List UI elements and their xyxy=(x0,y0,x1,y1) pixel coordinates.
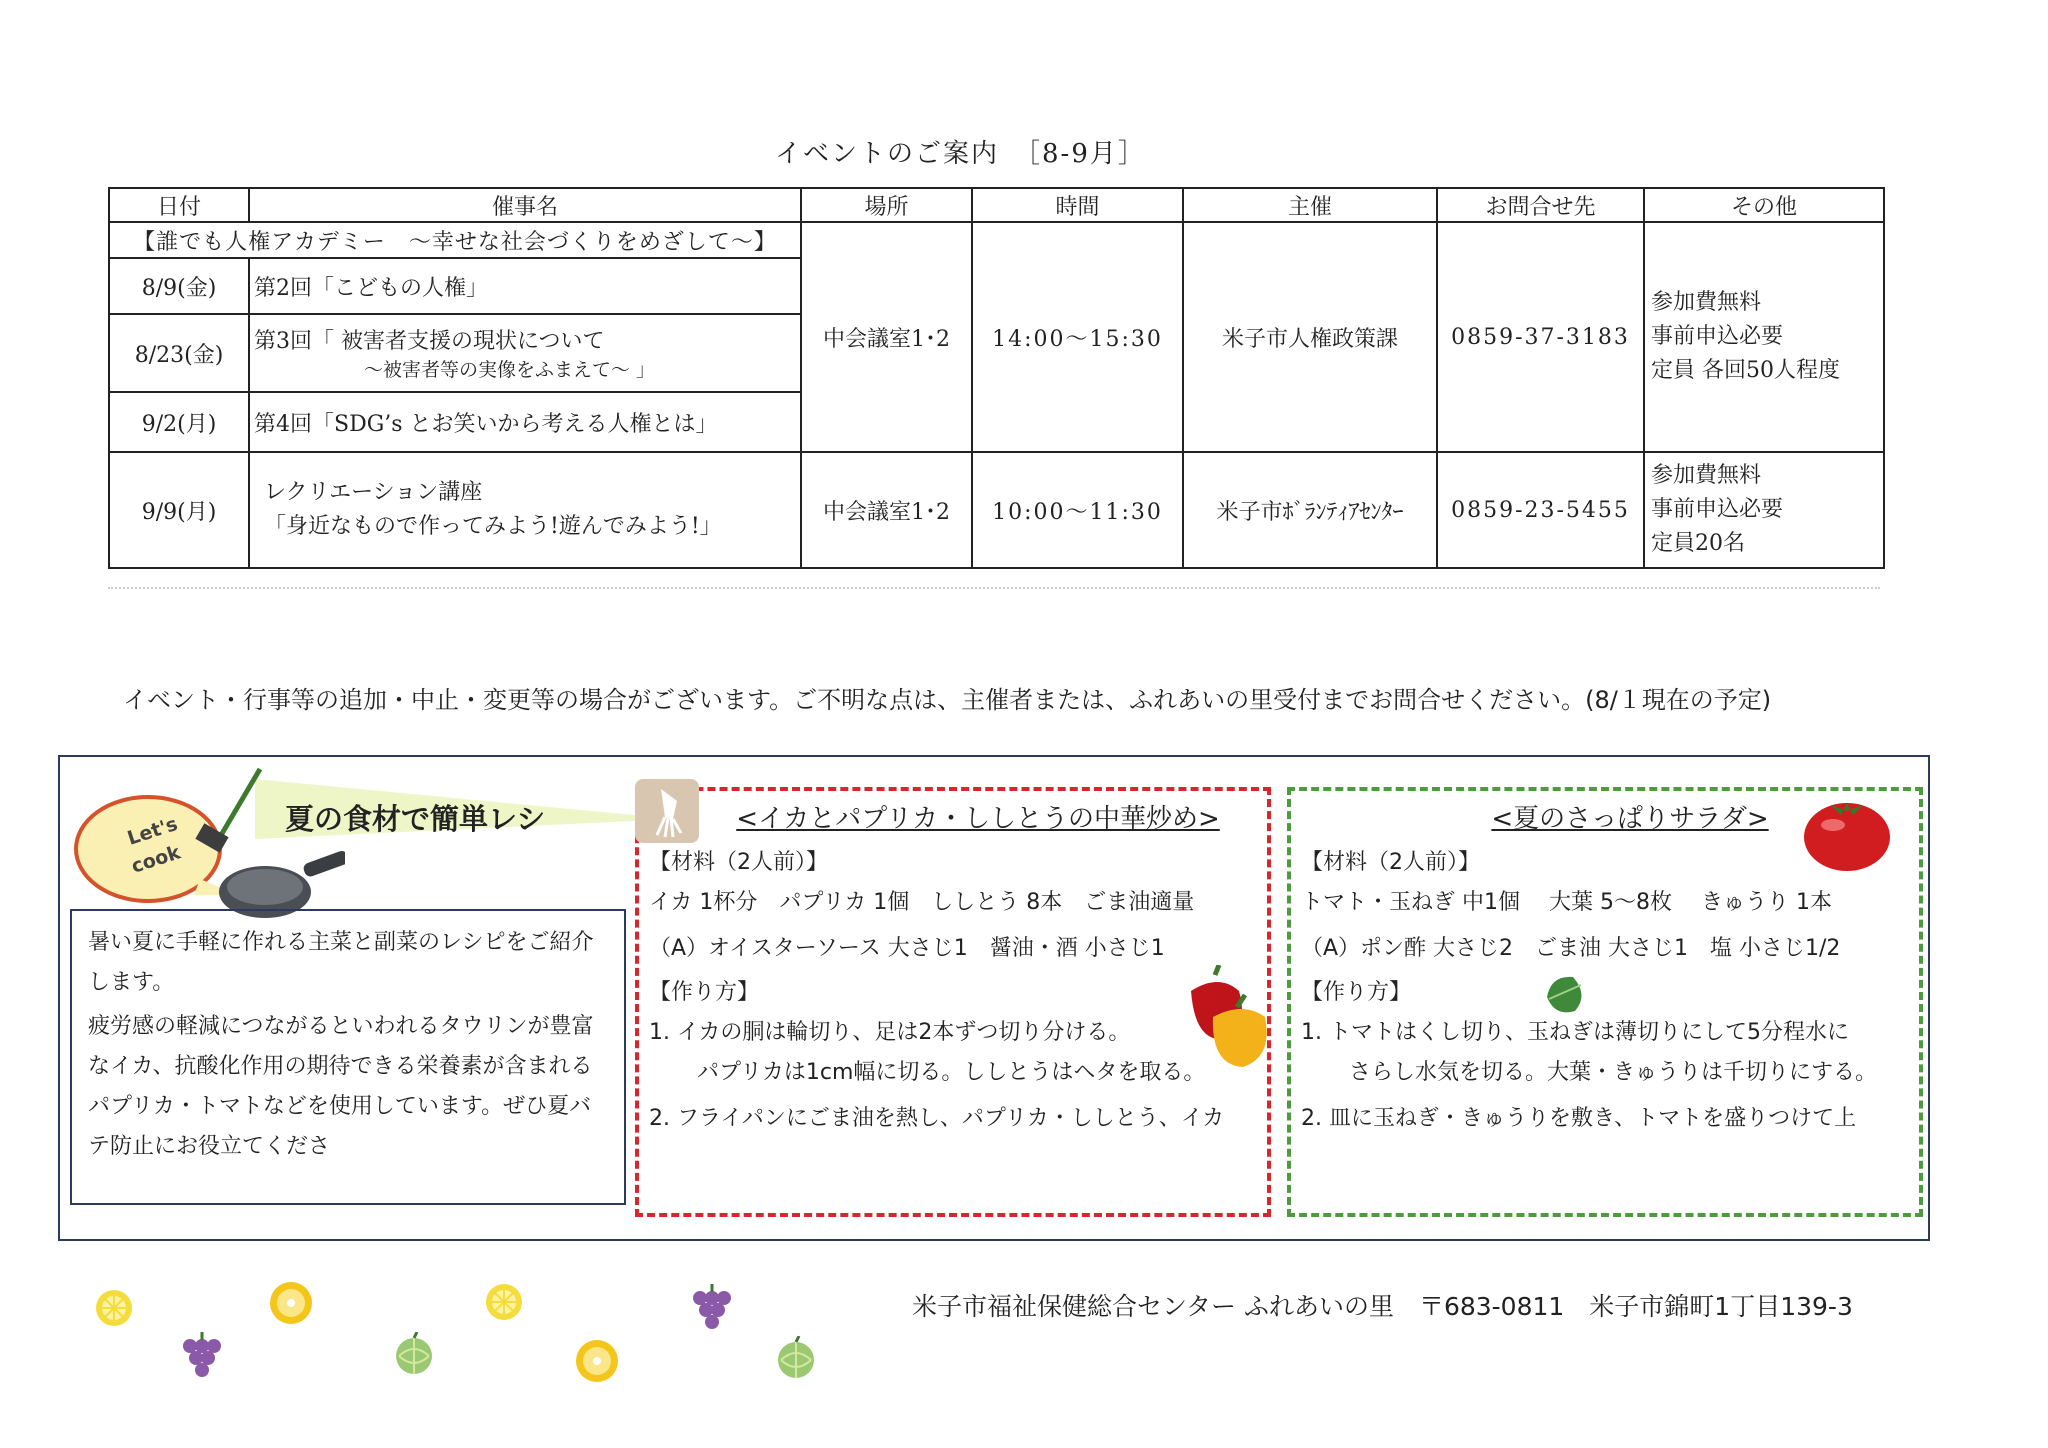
table-row xyxy=(109,452,1884,568)
event-subtitle: 「身近なもので作ってみよう!遊んでみよう!」 xyxy=(264,514,722,539)
event-subtitle: ～被害者等の実像をふまえて～ 」 xyxy=(364,359,656,381)
event-notes xyxy=(1644,452,1884,568)
melon-icon xyxy=(393,1332,435,1376)
header-host: 主催 xyxy=(1183,188,1437,222)
event-name: 第4回「SDG’s とお笑いから考える人権とは」 xyxy=(249,392,801,452)
event-name-cell xyxy=(249,314,801,392)
method-step: 2. フライパンにごま油を熱し、パプリカ・ししとう、イカ xyxy=(649,1106,1225,1131)
series-contact: 0859-37-3183 xyxy=(1437,222,1644,452)
footer-address: 米子市福祉保健総合センター ふれあいの里 〒683-0811 米子市錦町1丁目139-3 xyxy=(912,1292,1853,1321)
note-line: 定員 各回50人程度 xyxy=(1651,358,1840,383)
method-step-cont: さらし水気を切る。大葉・きゅうりは千切りにする。 xyxy=(1349,1060,1878,1085)
event-place: 中会議室1･2 xyxy=(801,452,972,568)
shiso-leaf-icon xyxy=(1541,973,1591,1019)
recipe-stir-fry xyxy=(635,787,1271,1217)
intro-paragraph: 暑い夏に手軽に作れる主菜と副菜のレシピをご紹介します。 xyxy=(88,930,594,995)
intro-paragraph: 疲労感の軽減につながるといわれるタウリンが豊富なイカ、抗酸化作用の期待できる栄養素が含まれるパプリカ・トマトなどを使用しています。ぜひ夏バテ防止にお役立てくださ xyxy=(88,1014,594,1159)
squid-icon xyxy=(635,779,699,843)
method-label: 【作り方】 xyxy=(1301,980,1412,1005)
ingredients-list: イカ 1杯分 パプリカ 1個 ししとう 8本 ごま油適量 xyxy=(649,890,1195,915)
badge-text-1: Let's xyxy=(124,813,181,850)
event-host: 米子市ﾎﾞﾗﾝﾃｨｱｾﾝﾀｰ xyxy=(1183,452,1437,568)
header-event-name: 催事名 xyxy=(249,188,801,222)
event-date: 9/9(月) xyxy=(109,452,249,568)
series-host: 米子市人権政策課 xyxy=(1183,222,1437,452)
event-date: 8/23(金) xyxy=(109,314,249,392)
ingredients-label: 【材料（2人前）】 xyxy=(1301,850,1480,875)
dotted-divider xyxy=(108,587,1880,589)
method-step: 1. トマトはくし切り、玉ねぎは薄切りにして5分程水に xyxy=(1301,1020,1849,1045)
recipe-section-heading: 夏の食材で簡単レシ xyxy=(285,802,546,836)
event-name-cell xyxy=(249,452,801,568)
series-title: 【誰でも人権アカデミー ～幸せな社会づくりをめざして～】 xyxy=(109,222,801,258)
table-row xyxy=(109,222,1884,258)
pepper-icon xyxy=(1179,965,1279,1075)
event-name: レクリエーション講座 xyxy=(264,480,483,505)
event-name: 第3回「 被害者支援の現状について xyxy=(254,329,605,354)
lemon-icon xyxy=(94,1288,134,1328)
ingredients-label: 【材料（2人前）】 xyxy=(649,850,828,875)
note-line: 事前申込必要 xyxy=(1651,324,1784,349)
intro-box xyxy=(70,909,626,1205)
header-place: 場所 xyxy=(801,188,972,222)
method-step-cont: パプリカは1cm幅に切る。ししとうはヘタを取る。 xyxy=(697,1060,1206,1085)
recipe-panel xyxy=(58,755,1930,1241)
note-line: 参加費無料 xyxy=(1651,290,1762,315)
lets-cook-badge xyxy=(70,767,345,927)
note-line: 参加費無料 xyxy=(1651,463,1762,488)
event-date: 9/2(月) xyxy=(109,392,249,452)
disclaimer-text: イベント・行事等の追加・中止・変更等の場合がございます。ご不明な点は、主催者または、ふれあいの里受付までお問合せください。(8/１現在の予定) xyxy=(123,686,1772,714)
event-name: 第2回「こどもの人権」 xyxy=(249,258,801,314)
recipe-title: <夏のさっぱりサラダ> xyxy=(1491,804,1769,834)
recipe-title: <イカとパプリカ・ししとうの中華炒め> xyxy=(736,804,1220,834)
sauce-list: （A）オイスターソース 大さじ1 醤油・酒 小さじ1 xyxy=(649,936,1165,961)
ingredients-list: トマト・玉ねぎ 中1個 大葉 5～8枚 きゅうり 1本 xyxy=(1301,890,1832,915)
series-place: 中会議室1･2 xyxy=(801,222,972,452)
method-step: 2. 皿に玉ねぎ・きゅうりを敷き、トマトを盛りつけて上 xyxy=(1301,1106,1857,1131)
note-line: 定員20名 xyxy=(1651,531,1745,556)
series-notes xyxy=(1644,222,1884,452)
header-contact: お問合せ先 xyxy=(1437,188,1644,222)
table-header-row xyxy=(109,188,1884,222)
header-other: その他 xyxy=(1644,188,1884,222)
method-step: 1. イカの胴は輪切り、足は2本ずつ切り分ける。 xyxy=(649,1020,1131,1045)
event-date: 8/9(金) xyxy=(109,258,249,314)
header-date: 日付 xyxy=(109,188,249,222)
header-time: 時間 xyxy=(972,188,1183,222)
grape-icon xyxy=(688,1282,734,1336)
note-line: 事前申込必要 xyxy=(1651,497,1784,522)
event-contact: 0859-23-5455 xyxy=(1437,452,1644,568)
event-time: 10:00～11:30 xyxy=(972,452,1183,568)
tomato-icon xyxy=(1801,787,1893,873)
pineapple-icon xyxy=(268,1280,314,1326)
badge-text-2: cook xyxy=(128,841,184,878)
sauce-list: （A）ポン酢 大さじ2 ごま油 大さじ1 塩 小さじ1/2 xyxy=(1301,936,1841,961)
grape-icon xyxy=(178,1330,224,1384)
series-time: 14:00～15:30 xyxy=(972,222,1183,452)
lemon-icon xyxy=(484,1282,524,1322)
events-table xyxy=(108,187,1885,569)
melon-icon xyxy=(775,1336,817,1380)
events-title: イベントのご案内 ［8-9月］ xyxy=(775,139,1146,169)
pineapple-icon xyxy=(574,1338,620,1384)
method-label: 【作り方】 xyxy=(649,980,760,1005)
frying-pan-icon xyxy=(195,769,345,918)
recipe-salad xyxy=(1287,787,1923,1217)
